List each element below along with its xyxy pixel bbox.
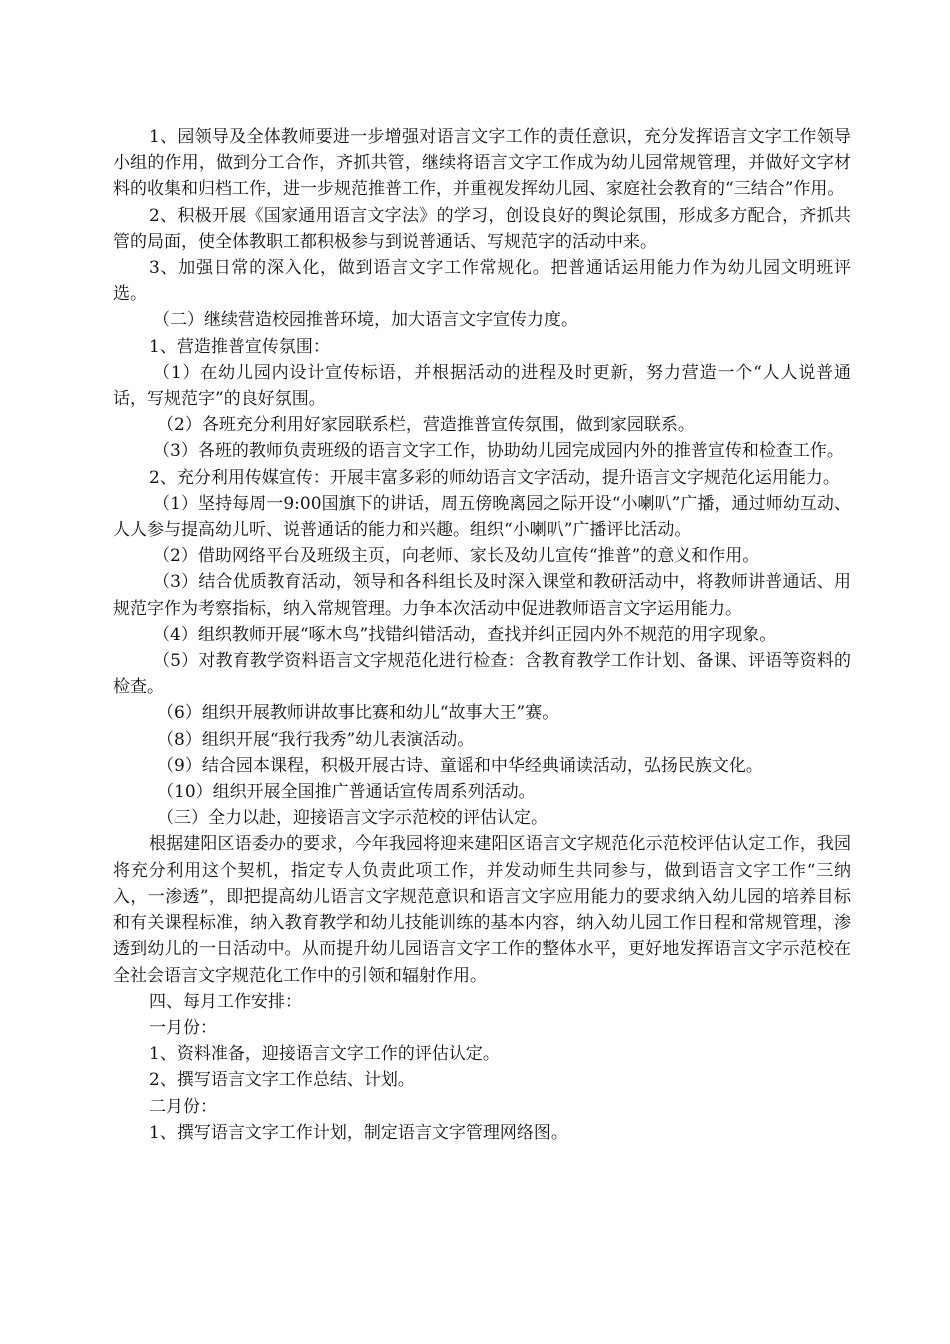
- paragraph-9: 2、充分利用传媒宣传：开展丰富多彩的师幼语言文字活动，提升语言文字规范化运用能力。: [149, 467, 840, 488]
- paragraph-24: 2、撰写语言文字工作总结、计划。: [149, 1070, 415, 1091]
- paragraph-2: 2、积极开展《国家通用语言文字法》的学习，创设良好的舆论氛围，形成多方配合，齐抓共管的局面，使全体教职工都积极参与到说普通话、写规范字的活动中来。: [113, 205, 851, 252]
- document-page: [113, 124, 851, 1146]
- paragraph-6: （1）在幼儿园内设计宣传标语，并根据活动的进程及时更新，努力营造一个“人人说普通话，写规范字”的良好氛围。: [113, 362, 851, 410]
- paragraph-7: （2）各班充分利用好家园联系栏，营造推普宣传氛围，做到家园联系。: [157, 415, 695, 436]
- month-heading-february: 二月份：: [149, 1096, 217, 1117]
- paragraph-12: （3）结合优质教育活动，领导和各科组长及时深入课堂和教研活动中，将教师讲普通话、用规范字作为考察指标，纳入常规管理。力争本次活动中促进教师语言文字运用能力。: [113, 572, 851, 619]
- section-heading-3: （三）全力以赴，迎接语言文字示范校的评估认定。: [157, 808, 548, 829]
- paragraph-18: （10）组织开展全国推广普通话宣传周系列活动。: [157, 782, 536, 803]
- paragraph-11: （2）借助网络平台及班级主页，向老师、家长及幼儿宣传“推普”的意义和作用。: [153, 546, 760, 567]
- paragraph-10: （1）坚持每周一9:00国旗下的讲话，周五傍晚离园之际开设“小喇叭”广播，通过师幼互动、人人参与提高幼儿听、说普通话的能力和兴趣。组织“小喇叭”广播评比活动。: [113, 493, 851, 541]
- paragraph-16: （8）组织开展“我行我秀”幼儿表演活动。: [157, 729, 475, 750]
- paragraph-26: 1、撰写语言文字工作计划，制定语言文字管理网络图。: [149, 1122, 568, 1143]
- paragraph-5: 1、营造推普宣传氛围：: [149, 336, 330, 357]
- paragraph-14: （5）对教育教学资料语言文字规范化进行检查：含教育教学工作计划、备课、评语等资料的检查。: [113, 651, 851, 698]
- section-heading-2: （二）继续营造校园推普环境，加大语言文字宣传力度。: [153, 310, 578, 331]
- month-heading-january: 一月份：: [149, 1017, 217, 1038]
- section-heading-4: 四、每月工作安排：: [149, 991, 302, 1012]
- paragraph-20: 根据建阳区语委办的要求，今年我园将迎来建阳区语言文字规范化示范校评估认定工作，我园将充分利用这个契机，指定专人负责此项工作，并发动师生共同参与，做到语言文字工作“三纳入，一渗透”，即把提高幼儿语言文字规范意识和语言文字应用能力的要求纳入幼儿园的培养目标和有关课程标准，纳入教育教学和幼儿技能训练的基本内容，纳入幼儿园工作日程和常规管理，渗透到幼儿的一日活动中。从而提升幼儿园语言文字工作的整体水平，更好地发挥语言文字示范校在全社会语言文字规范化工作中的引领和辐射作用。: [113, 834, 851, 986]
- paragraph-3: 3、加强日常的深入化，做到语言文字工作常规化。把普通话运用能力作为幼儿园文明班评选。: [113, 258, 851, 305]
- paragraph-15: （6）组织开展教师讲故事比赛和幼儿“故事大王”赛。: [157, 703, 560, 724]
- paragraph-13: （4）组织教师开展“啄木鸟”找错纠错活动，查找并纠正园内外不规范的用字现象。: [153, 624, 777, 645]
- paragraph-23: 1、资料准备，迎接语言文字工作的评估认定。: [149, 1044, 500, 1065]
- paragraph-1: 1、园领导及全体教师要进一步增强对语言文字工作的责任意识，充分发挥语言文字工作领导小组的作用，做到分工合作，齐抓共管，继续将语言文字工作成为幼儿园常规管理，并做好文字材料的收集和归档工作，进一步规范推普工作，并重视发挥幼儿园、家庭社会教育的“三结合”作用。: [113, 127, 851, 200]
- paragraph-8: （3）各班的教师负责班级的语言文字工作，协助幼儿园完成园内外的推普宣传和检查工作。: [153, 441, 844, 462]
- paragraph-17: （9）结合园本课程，积极开展古诗、童谣和中华经典诵读活动，弘扬民族文化。: [157, 755, 763, 776]
